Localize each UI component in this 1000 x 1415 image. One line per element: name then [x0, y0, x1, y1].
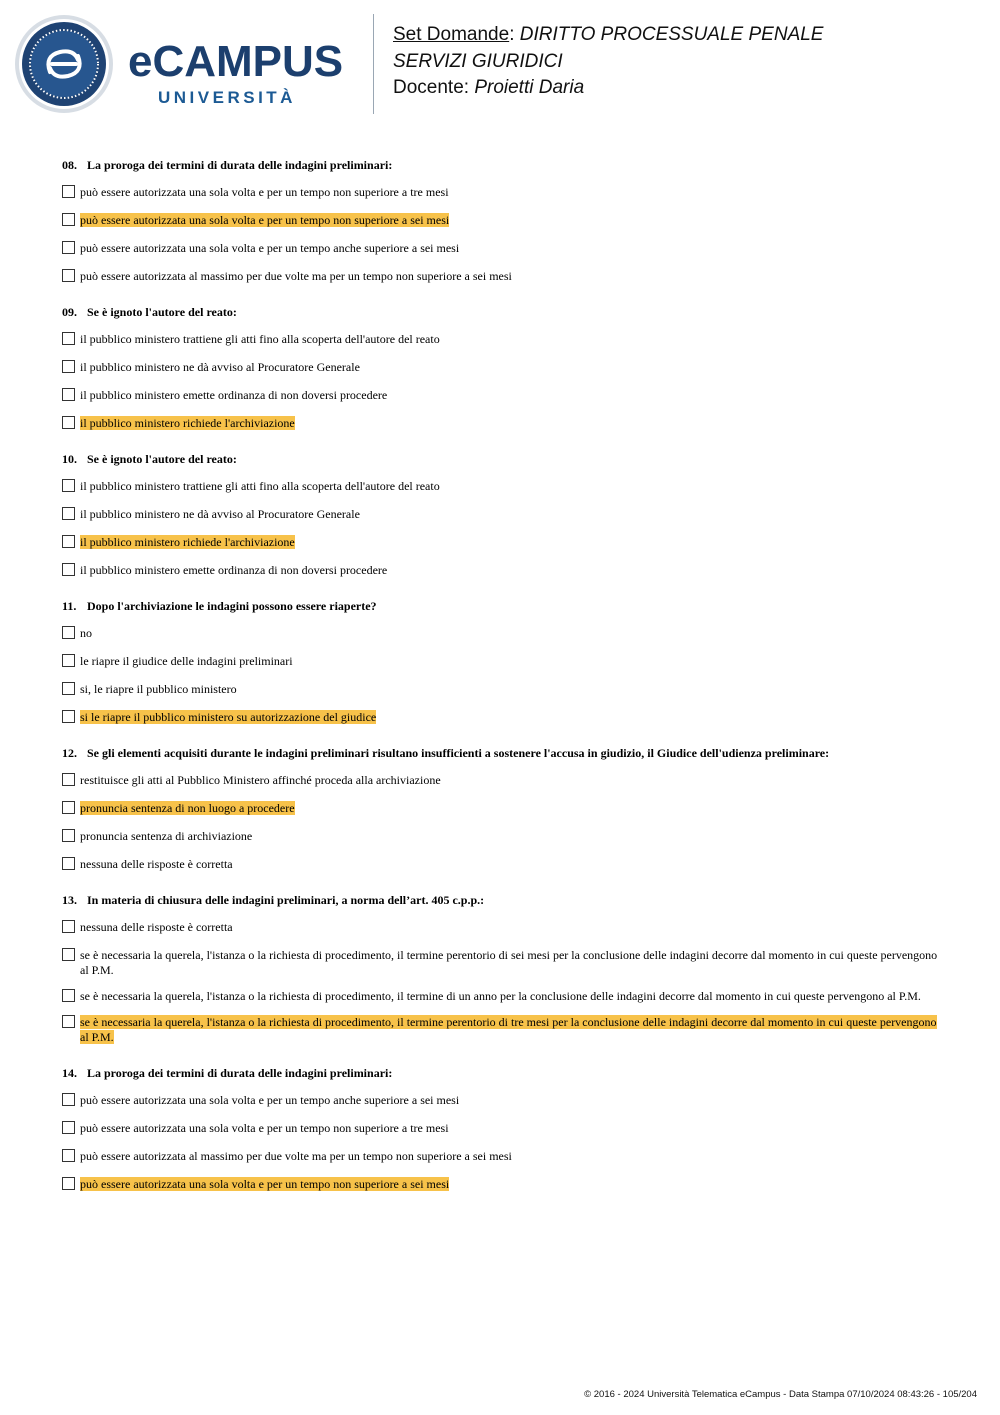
answer-text: restituisce gli atti al Pubblico Ministero affinché proceda alla archiviazione [80, 773, 441, 787]
checkbox-icon[interactable] [62, 213, 75, 226]
answer-option [62, 654, 942, 669]
question-block [62, 893, 942, 1045]
answer-text: può essere autorizzata una sola volta e per un tempo non superiore a sei mesi [80, 1177, 450, 1191]
question-title [62, 452, 942, 467]
ecampus-wordmark [128, 38, 358, 118]
answer-text: si le riapre il pubblico ministero su autorizzazione del giudice [80, 710, 377, 724]
answer-option [62, 388, 942, 403]
checkbox-icon[interactable] [62, 360, 75, 373]
checkbox-icon[interactable] [62, 948, 75, 961]
answer-option [62, 989, 942, 1004]
answer-option-correct [62, 416, 942, 431]
checkbox-icon[interactable] [62, 241, 75, 254]
answer-text: può essere autorizzata una sola volta e per un tempo anche superiore a sei mesi [80, 241, 460, 255]
question-title [62, 746, 942, 761]
answer-option [62, 185, 942, 200]
answer-text: può essere autorizzata al massimo per due volte ma per un tempo non superiore a sei mesi [80, 269, 512, 283]
answer-text: se è necessaria la querela, l'istanza o la richiesta di procedimento, il termine perentorio di tre mesi per la conclusione delle indagini decorre dal momento in cui queste pervengono al P.M. [80, 1015, 937, 1044]
checkbox-icon[interactable] [62, 269, 75, 282]
question-number: 09. [62, 305, 77, 319]
answer-option [62, 269, 942, 284]
question-text: Se è ignoto l'autore del reato: [87, 305, 237, 319]
question-number: 11. [62, 599, 77, 613]
teacher-line [393, 75, 823, 102]
answer-text: il pubblico ministero ne dà avviso al Procuratore Generale [80, 360, 360, 374]
teacher-label: Docente: [393, 77, 470, 98]
question-title [62, 1066, 942, 1081]
question-text: Dopo l'archiviazione le indagini possono essere riaperte? [87, 599, 377, 613]
question-text: In materia di chiusura delle indagini preliminari, a norma dell’art. 405 c.p.p.: [87, 893, 485, 907]
answer-option-correct [62, 801, 942, 816]
checkbox-icon[interactable] [62, 1149, 75, 1162]
checkbox-icon[interactable] [62, 185, 75, 198]
checkbox-icon[interactable] [62, 1093, 75, 1106]
answer-text: può essere autorizzata una sola volta e per un tempo anche superiore a sei mesi [80, 1093, 460, 1107]
answer-text: il pubblico ministero richiede l'archiviazione [80, 416, 295, 430]
set-title: DIRITTO PROCESSUALE PENALE [519, 24, 824, 45]
checkbox-icon[interactable] [62, 773, 75, 786]
answer-text: il pubblico ministero trattiene gli atti fino alla scoperta dell'autore del reato [80, 332, 440, 346]
answer-option [62, 1093, 942, 1108]
answer-text: il pubblico ministero ne dà avviso al Procuratore Generale [80, 507, 360, 521]
answer-option [62, 626, 942, 641]
answer-option [62, 563, 942, 578]
answer-option [62, 829, 942, 844]
question-block [62, 599, 942, 725]
checkbox-icon[interactable] [62, 416, 75, 429]
answer-text: può essere autorizzata al massimo per due volte ma per un tempo non superiore a sei mesi [80, 1149, 512, 1163]
answer-option [62, 241, 942, 256]
answer-option-correct [62, 213, 942, 228]
checkbox-icon[interactable] [62, 1177, 75, 1190]
question-title [62, 305, 942, 320]
question-number: 13. [62, 893, 77, 907]
question-text: Se gli elementi acquisiti durante le indagini preliminari risultano insufficienti a sostenere l'accusa in giudizio, il Giudice dell'udienza preliminare: [87, 746, 830, 760]
answer-option-correct [62, 1015, 942, 1045]
set-subtitle: SERVIZI GIURIDICI [393, 50, 563, 72]
answer-text: se è necessaria la querela, l'istanza o la richiesta di procedimento, il termine perentorio di sei mesi per la conclusione delle indagini decorre dal momento in cui queste pervengono al P.M. [80, 948, 938, 977]
question-block [62, 305, 942, 431]
answer-text: il pubblico ministero emette ordinanza di non doversi procedere [80, 388, 388, 402]
answer-text: no [80, 626, 92, 640]
answer-text: nessuna delle risposte è corretta [80, 857, 233, 871]
answer-option [62, 1149, 942, 1164]
question-block [62, 746, 942, 872]
answer-option [62, 773, 942, 788]
page-footer: © 2016 - 2024 Università Telematica eCampus - Data Stampa 07/10/2024 08:43:26 - 105/204 [584, 1389, 977, 1400]
answer-text: può essere autorizzata una sola volta e per un tempo non superiore a tre mesi [80, 1121, 449, 1135]
checkbox-icon[interactable] [62, 388, 75, 401]
checkbox-icon[interactable] [62, 479, 75, 492]
answer-option [62, 948, 942, 978]
answer-text: pronuncia sentenza di non luogo a procedere [80, 801, 295, 815]
header-info [393, 22, 823, 102]
answer-text: pronuncia sentenza di archiviazione [80, 829, 253, 843]
question-text: La proroga dei termini di durata delle indagini preliminari: [87, 1066, 393, 1080]
set-subtitle-line [393, 49, 823, 76]
checkbox-icon[interactable] [62, 563, 75, 576]
checkbox-icon[interactable] [62, 829, 75, 842]
checkbox-icon[interactable] [62, 857, 75, 870]
page-header [0, 0, 1000, 125]
answer-text: può essere autorizzata una sola volta e per un tempo non superiore a tre mesi [80, 185, 449, 199]
checkbox-icon[interactable] [62, 332, 75, 345]
question-number: 14. [62, 1066, 77, 1080]
checkbox-icon[interactable] [62, 535, 75, 548]
question-block [62, 452, 942, 578]
question-block [62, 1066, 942, 1192]
answer-option-correct [62, 1177, 942, 1192]
questions-list [62, 158, 942, 1213]
answer-option [62, 857, 942, 872]
checkbox-icon[interactable] [62, 507, 75, 520]
checkbox-icon[interactable] [62, 1015, 75, 1028]
checkbox-icon[interactable] [62, 626, 75, 639]
set-label: Set Domande [393, 24, 510, 45]
question-block [62, 158, 942, 284]
ecampus-seal-logo [14, 14, 114, 114]
answer-option [62, 682, 942, 697]
answer-option [62, 920, 942, 935]
question-title [62, 599, 942, 614]
answer-text: le riapre il giudice delle indagini preliminari [80, 654, 293, 668]
answer-text: può essere autorizzata una sola volta e per un tempo non superiore a sei mesi [80, 213, 450, 227]
answer-text: il pubblico ministero emette ordinanza di non doversi procedere [80, 563, 388, 577]
answer-option [62, 1121, 942, 1136]
logo-main-text: eCAMPUS [128, 37, 344, 86]
checkbox-icon[interactable] [62, 801, 75, 814]
checkbox-icon[interactable] [62, 1121, 75, 1134]
question-number: 08. [62, 158, 77, 172]
question-number: 12. [62, 746, 77, 760]
checkbox-icon[interactable] [62, 989, 75, 1002]
question-title [62, 893, 942, 908]
question-number: 10. [62, 452, 77, 466]
checkbox-icon[interactable] [62, 654, 75, 667]
set-line [393, 22, 823, 49]
header-divider [373, 14, 374, 114]
set-separator: : [509, 24, 515, 45]
answer-option-correct [62, 710, 942, 725]
logo-sub-text: UNIVERSITÀ [158, 88, 296, 107]
answer-option [62, 507, 942, 522]
checkbox-icon[interactable] [62, 682, 75, 695]
answer-text: si, le riapre il pubblico ministero [80, 682, 237, 696]
answer-option [62, 360, 942, 375]
answer-text: il pubblico ministero richiede l'archiviazione [80, 535, 295, 549]
answer-option [62, 332, 942, 347]
answer-text: il pubblico ministero trattiene gli atti fino alla scoperta dell'autore del reato [80, 479, 440, 493]
teacher-name: Proietti Daria [474, 77, 585, 98]
answer-option-correct [62, 535, 942, 550]
answer-text: nessuna delle risposte è corretta [80, 920, 233, 934]
question-text: La proroga dei termini di durata delle indagini preliminari: [87, 158, 393, 172]
question-title [62, 158, 942, 173]
checkbox-icon[interactable] [62, 920, 75, 933]
answer-text: se è necessaria la querela, l'istanza o la richiesta di procedimento, il termine di un anno per la conclusione delle indagini decorre dal momento in cui queste pervengono al P.M. [80, 989, 921, 1003]
question-text: Se è ignoto l'autore del reato: [87, 452, 237, 466]
answer-option [62, 479, 942, 494]
checkbox-icon[interactable] [62, 710, 75, 723]
